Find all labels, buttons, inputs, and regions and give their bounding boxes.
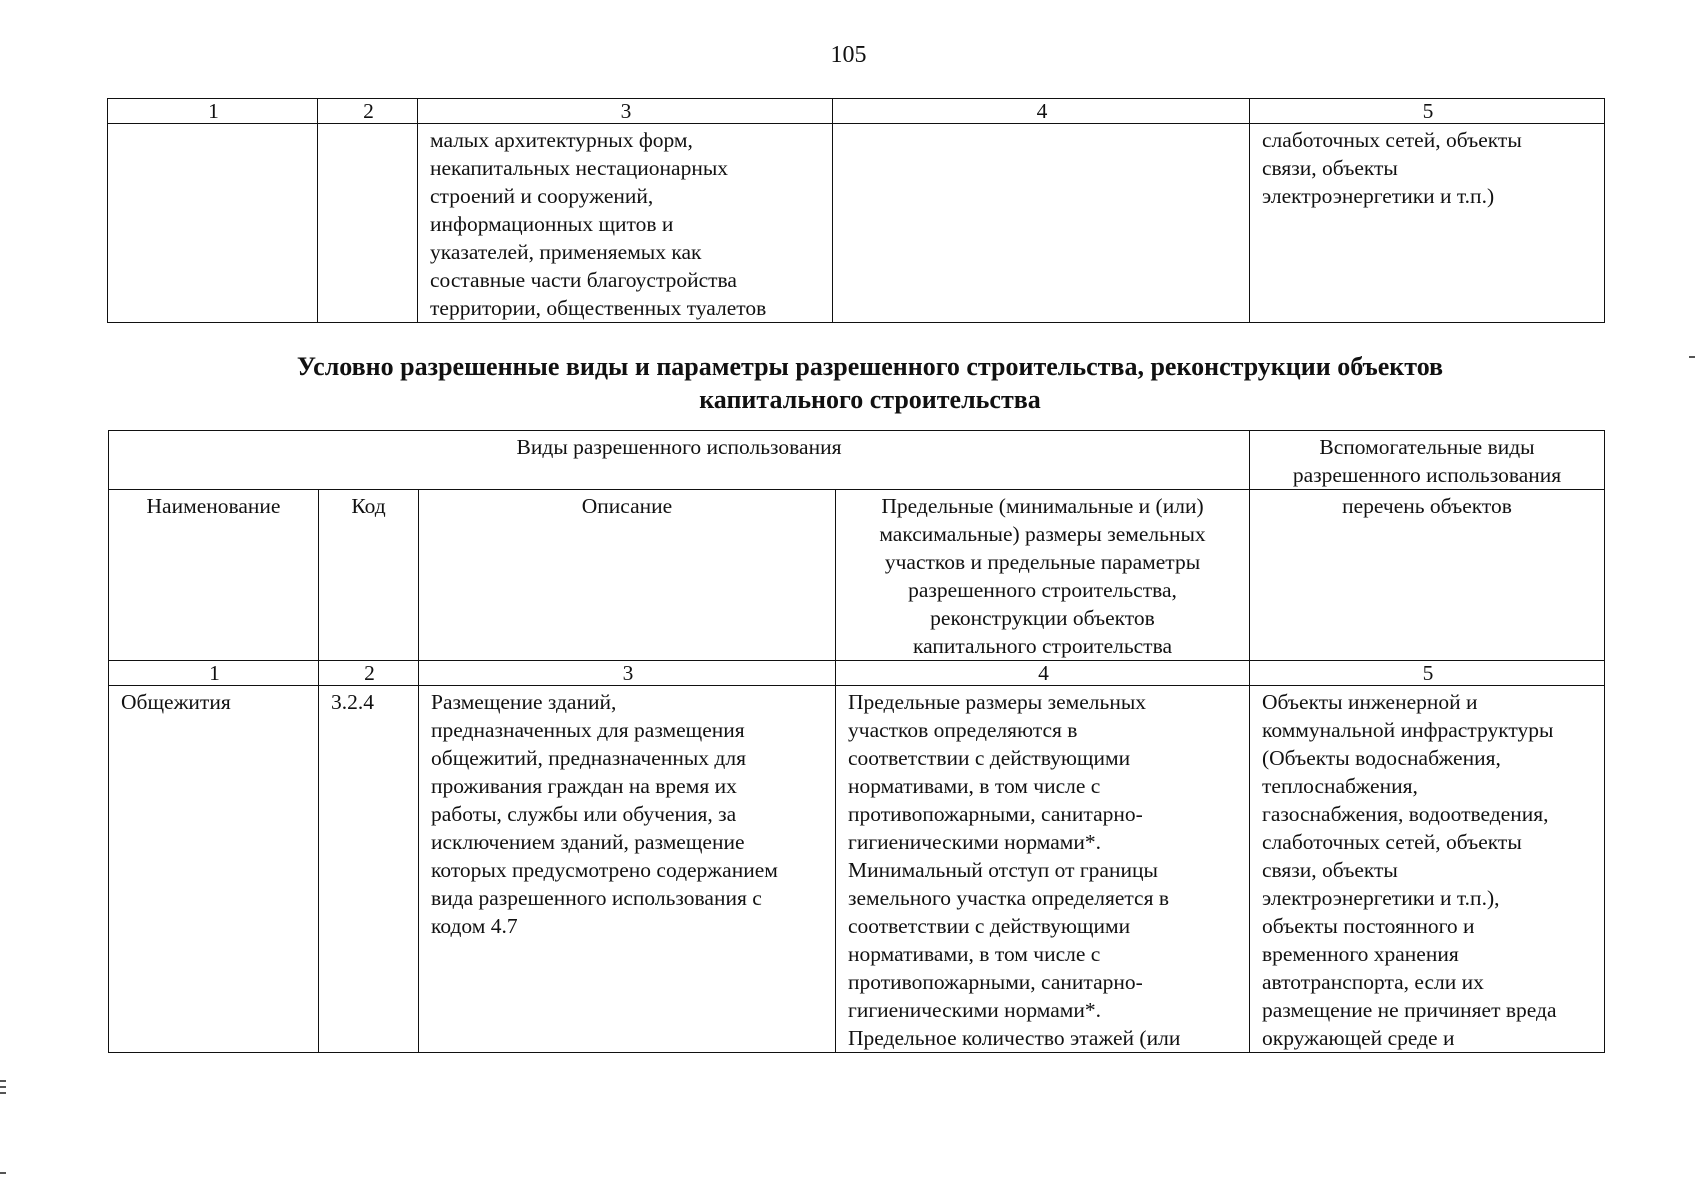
text-line: Объекты инженерной и (1262, 690, 1478, 714)
text-line: гигиеническими нормами*. (848, 998, 1101, 1022)
header-auxiliary-uses (1250, 431, 1605, 490)
cell-code: 3.2.4 (319, 686, 419, 1053)
table-continuation (107, 98, 1605, 323)
text-line: предназначенных для размещения (431, 718, 745, 742)
group-header-row (109, 431, 1605, 490)
cell-name: Общежития (109, 686, 319, 1053)
text-line: капитального строительства (912, 634, 1172, 658)
text-line: реконструкции объектов (930, 606, 1155, 630)
cell-name (108, 124, 318, 323)
text-line: участков определяются в (848, 718, 1078, 742)
scan-edge-mark (0, 1086, 6, 1088)
column-number-row (108, 99, 1605, 124)
text-line: слаботочных сетей, объекты (1262, 830, 1522, 854)
header-permitted-uses: Виды разрешенного использования (109, 431, 1250, 490)
text-line: связи, объекты (1262, 156, 1398, 180)
text-line: окружающей среде и (1262, 1026, 1455, 1050)
cell-objects (1250, 686, 1605, 1053)
text-line: электроэнергетики и т.п.) (1262, 184, 1495, 208)
text-line: кодом 4.7 (431, 914, 518, 938)
table-conditional-uses (108, 430, 1605, 1053)
column-number: 2 (319, 661, 419, 686)
text-line: проживания граждан на время их (431, 774, 737, 798)
column-number: 5 (1250, 661, 1605, 686)
text-line: Предельные (минимальные и (или) (881, 494, 1204, 518)
text-line: территории, общественных туалетов (430, 296, 767, 320)
table-row (109, 686, 1605, 1053)
text-line: Минимальный отступ от границы (848, 858, 1158, 882)
text-line: разрешенного использования (1292, 463, 1562, 487)
column-number: 1 (108, 99, 318, 124)
scan-edge-mark (0, 1172, 6, 1174)
header-code: Код (319, 490, 419, 661)
text-line: работы, службы или обучения, за (431, 802, 737, 826)
text-line: строений и сооружений, (430, 184, 654, 208)
column-number: 2 (318, 99, 418, 124)
text-line: газоснабжения, водоотведения, (1262, 802, 1549, 826)
text-line: участков и предельные параметры (884, 550, 1201, 574)
text-line: общежитий, предназначенных для (431, 746, 746, 770)
column-header-row (109, 490, 1605, 661)
text-line: слаботочных сетей, объекты (1262, 128, 1522, 152)
text-line: Вспомогательные виды (1319, 435, 1535, 459)
text-line: временного хранения (1262, 942, 1459, 966)
text-line: некапитальных нестационарных (430, 156, 729, 180)
section-heading (0, 350, 1697, 416)
text-line: соответствии с действующими (848, 914, 1131, 938)
text-line: составные части благоустройства (430, 268, 737, 292)
scan-edge-mark (0, 1092, 6, 1094)
text-line: теплоснабжения, (1262, 774, 1418, 798)
column-number: 3 (419, 661, 836, 686)
column-number: 1 (109, 661, 319, 686)
column-number: 3 (418, 99, 833, 124)
text-line: Предельное количество этажей (или (848, 1026, 1181, 1050)
text-line: малых архитектурных форм, (430, 128, 693, 152)
cell-objects (1250, 124, 1605, 323)
text-line: коммунальной инфраструктуры (1262, 718, 1554, 742)
text-line: разрешенного строительства, (908, 578, 1177, 602)
text-line: указателей, применяемых как (430, 240, 702, 264)
scan-edge-mark (0, 1080, 6, 1082)
column-number-row (109, 661, 1605, 686)
cell-description (419, 686, 836, 1053)
text-line: гигиеническими нормами*. (848, 830, 1101, 854)
text-line: земельного участка определяется в (848, 886, 1169, 910)
text-line: которых предусмотрено содержанием (431, 858, 778, 882)
header-description: Описание (419, 490, 836, 661)
text-line: автотранспорта, если их (1262, 970, 1484, 994)
text-line: соответствии с действующими (848, 746, 1131, 770)
text-line: Размещение зданий, (431, 690, 617, 714)
header-objects: перечень объектов (1250, 490, 1605, 661)
text-line: связи, объекты (1262, 858, 1398, 882)
cell-params (836, 686, 1250, 1053)
column-number: 5 (1250, 99, 1605, 124)
heading-line: Условно разрешенные виды и параметры разрешенного строительства, реконструкции объектов (296, 352, 1444, 381)
text-line: максимальные) размеры земельных (879, 522, 1206, 546)
scan-edge-mark (1689, 356, 1695, 358)
text-line: размещение не причиняет вреда (1262, 998, 1557, 1022)
column-number: 4 (833, 99, 1250, 124)
text-line: противопожарными, санитарно- (848, 970, 1143, 994)
text-line: электроэнергетики и т.п.), (1262, 886, 1500, 910)
text-line: противопожарными, санитарно- (848, 802, 1143, 826)
page-number: 105 (830, 42, 867, 68)
heading-line: капитального строительства (699, 385, 1041, 414)
cell-params (833, 124, 1250, 323)
column-number: 4 (836, 661, 1250, 686)
text-line: информационных щитов и (430, 212, 674, 236)
header-name: Наименование (109, 490, 319, 661)
text-line: нормативами, в том числе с (848, 942, 1101, 966)
text-line: нормативами, в том числе с (848, 774, 1101, 798)
text-line: исключением зданий, размещение (431, 830, 745, 854)
cell-description (418, 124, 833, 323)
text-line: объекты постоянного и (1262, 914, 1475, 938)
header-params (836, 490, 1250, 661)
text-line: Предельные размеры земельных (848, 690, 1147, 714)
text-line: вида разрешенного использования с (431, 886, 762, 910)
text-line: (Объекты водоснабжения, (1262, 746, 1501, 770)
cell-code (318, 124, 418, 323)
table-row (108, 124, 1605, 323)
